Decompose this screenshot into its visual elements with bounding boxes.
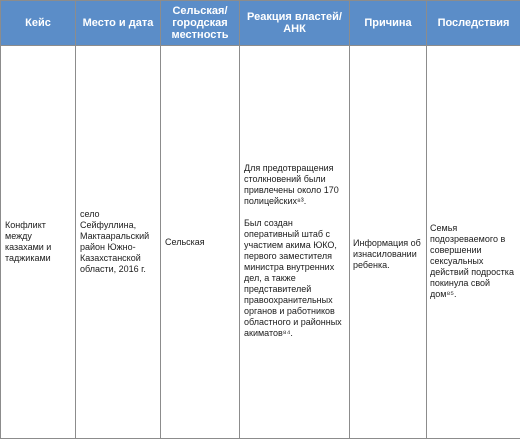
cell-area (161, 46, 240, 439)
cause-text: Информация об изнасиловании ребенка. (353, 237, 421, 270)
cell-consequences (427, 46, 520, 439)
table-header-row (1, 1, 520, 46)
header-consequences: Последствия (427, 1, 520, 46)
consequences-text: Семья подозреваемого в совершении сексуальных действий подростка покинула свой дом⁸⁵. (430, 222, 514, 299)
reaction-text (244, 145, 345, 339)
cell-reaction (240, 46, 350, 439)
area-text: Сельская (165, 236, 205, 247)
case-text: Конфликт между казахами и таджиками (5, 220, 52, 263)
header-place-date: Место и дата (76, 1, 161, 46)
table-row (1, 46, 520, 439)
header-area: Сельская/ городская местность (161, 1, 240, 46)
reaction-paragraph-1: Для предотвращения столкновений были привлечены около 170 полицейских⁸³. (244, 163, 339, 206)
header-cause: Причина (350, 1, 427, 46)
header-case: Кейс (1, 1, 76, 46)
cell-cause (350, 46, 427, 439)
header-reaction: Реакция властей/АНК (240, 1, 350, 46)
reaction-paragraph-2: Был создан оперативный штаб с участием акима ЮКО, первого заместителя министра внутренних дел, а также представителей правоохранительных органов и работников областного и районных акиматов⁸⁴. (244, 218, 342, 338)
place-date-text: село Сейфуллина, Мактааральский район Южно-Казахстанской области, 2016 г. (80, 209, 150, 274)
cell-place-date (76, 46, 161, 439)
cell-case (1, 46, 76, 439)
